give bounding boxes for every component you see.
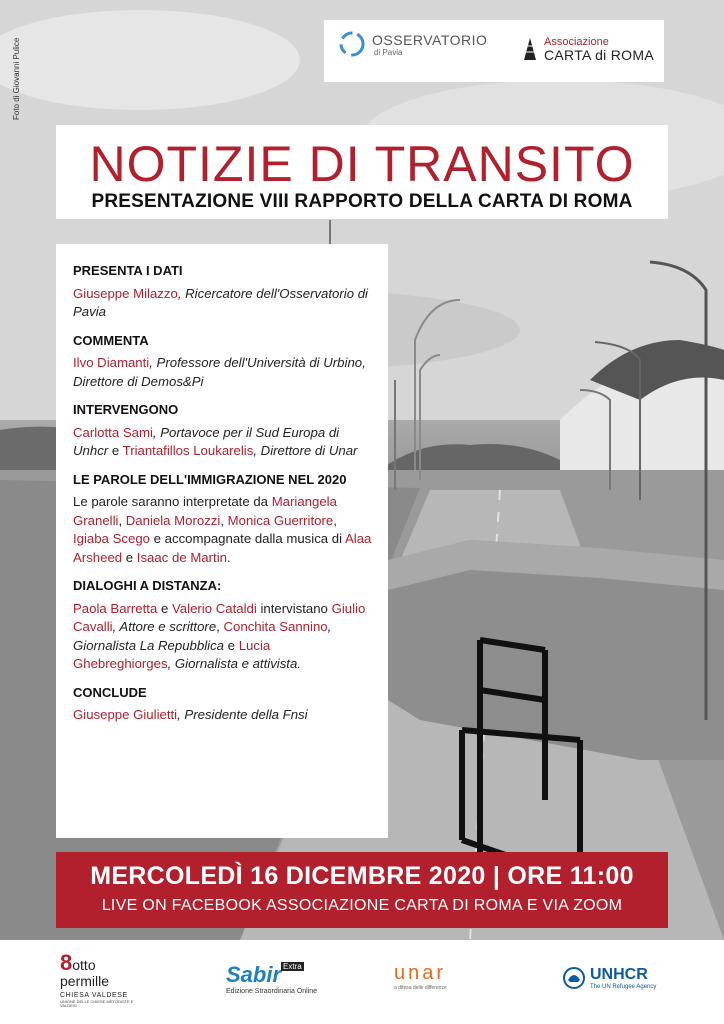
speaker-name: Ilvo Diamanti (73, 355, 150, 370)
carta-tower-icon (520, 36, 540, 62)
otto-per: per (60, 973, 81, 989)
separator: , (216, 619, 224, 634)
event-subtitle: PRESENTAZIONE VIII RAPPORTO DELLA CARTA DI ROMA (91, 191, 633, 212)
section-dialoghi (73, 577, 372, 674)
section-heading: COMMENTA (73, 332, 149, 348)
performer-name: Daniela Morozzi (125, 512, 221, 528)
unar-sub: a difesa delle differenze (394, 985, 447, 991)
interviewer-name: Valerio Cataldi (171, 600, 257, 616)
separator: , (220, 512, 228, 528)
partner-logos-header (324, 20, 664, 82)
unhcr-logo (562, 966, 656, 990)
unar-name: unar (394, 962, 447, 984)
section-commenta (73, 332, 372, 392)
conjunction: e (157, 600, 172, 616)
section-parole (73, 471, 372, 568)
section-heading: CONCLUDE (73, 684, 147, 700)
performer-name: Mariangela Granelli (73, 494, 337, 528)
date-banner (56, 852, 668, 928)
speaker-name: Triantafillos Loukarelis (122, 443, 254, 458)
sabir-name: Sabir (226, 962, 282, 987)
osservatorio-name: OSSERVATORIO (372, 31, 488, 48)
speaker-name: Giuseppe Milazzo (73, 285, 178, 301)
event-date-time: MERCOLEDÌ 16 DICEMBRE 2020 | ORE 11:00 (90, 862, 634, 890)
text-span: . (226, 549, 231, 565)
otto-top: otto (72, 957, 96, 973)
separator: , (333, 512, 337, 528)
speaker-role: , Portavoce per il Sud Europa di Unhcr (73, 424, 340, 458)
conjunction: e (122, 549, 137, 565)
guest-role: , Attore e scrittore (112, 619, 217, 634)
osservatorio-logo (338, 30, 487, 58)
sabir-sub: Edizione Straordinaria Online (226, 988, 318, 995)
photo-credit: Foto di Giovanni Pulice (12, 37, 21, 120)
guest-role: , Giornalista e attivista. (167, 656, 301, 671)
separator: , (118, 512, 126, 528)
speaker-role: , Presidente della Fnsi (177, 707, 308, 722)
section-presenta (73, 262, 372, 322)
musician-name: Isaac de Martin (136, 549, 227, 565)
unhcr-emblem-icon (562, 966, 586, 990)
speaker-role: , Professore dell'Università di Urbino, Direttore di Demos&Pi (73, 355, 366, 389)
ottopermille-logo (60, 952, 150, 1008)
event-title: NOTIZIE DI TRANSITO (89, 136, 635, 192)
speaker-name: Giuseppe Giulietti (73, 707, 178, 722)
text-span: e accompagnate dalla musica di (150, 531, 345, 546)
section-heading: LE PAROLE DELL'IMMIGRAZIONE NEL 2020 (73, 471, 347, 487)
osservatorio-sub: di Pavia (374, 47, 403, 57)
event-streaming-info: LIVE ON FACEBOOK ASSOCIAZIONE CARTA DI ROMA E VIA ZOOM (101, 897, 623, 914)
section-conclude (73, 684, 372, 725)
unhcr-sub: The UN Refugee Agency (590, 984, 657, 990)
unar-logo (394, 962, 447, 991)
conjunction: e (108, 443, 123, 458)
carta-assoc-label: Associazione (544, 35, 609, 48)
sponsor-footer (0, 948, 724, 1024)
performer-name: Monica Guerritore (227, 512, 334, 528)
section-heading: PRESENTA I DATI (73, 263, 183, 278)
carta-di-roma-logo (520, 36, 654, 62)
guest-name: Giulio Cavalli (73, 600, 366, 634)
sabir-logo (226, 962, 317, 995)
title-box (56, 125, 668, 219)
sabir-extra: Extra (283, 962, 302, 971)
otto-8-glyph: 8 (60, 950, 73, 975)
guest-role: , Giornalista La Repubblica (73, 619, 332, 653)
performer-name: Igiaba Scego (73, 531, 150, 546)
conjunction: e (224, 637, 239, 653)
section-intervengono (73, 401, 372, 461)
speaker-name: Carlotta Sami (73, 424, 153, 440)
otto-tiny: UNIONE DELLE CHIESE METODISTE E VALDESI (60, 999, 134, 1008)
section-heading: INTERVENGONO (73, 402, 179, 417)
program-panel (56, 244, 388, 838)
section-heading: DIALOGHI A DISTANZA: (73, 578, 222, 593)
osservatorio-ring-icon (338, 30, 366, 58)
otto-chiesa: CHIESA VALDESE (60, 992, 128, 999)
interviewer-name: Paola Barretta (73, 600, 158, 616)
text-span: Le parole saranno interpretate da (73, 494, 272, 509)
guest-name: Conchita Sannino (223, 619, 328, 634)
musician-name: Alaa Arsheed (73, 531, 372, 565)
guest-name: Lucia Ghebreghiorges (73, 637, 271, 671)
speaker-role: , Ricercatore dell'Osservatorio di Pavia (73, 285, 368, 319)
unhcr-name: UNHCR (590, 966, 648, 983)
text-span: intervistano (256, 600, 332, 616)
otto-mille: mille (80, 973, 110, 989)
speaker-role: , Direttore di Unar (253, 443, 358, 458)
carta-name-label: CARTA di ROMA (544, 46, 654, 63)
